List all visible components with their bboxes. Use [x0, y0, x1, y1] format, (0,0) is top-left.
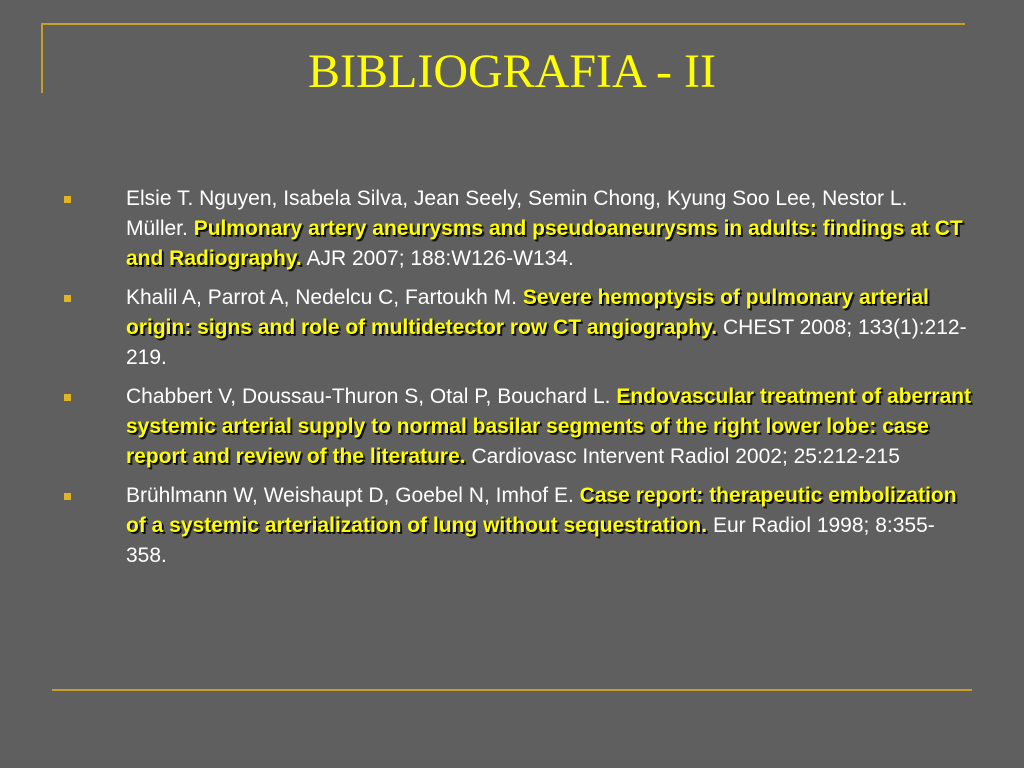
slide-title: BIBLIOGRAFIA - II: [308, 45, 716, 98]
reference-citation: Eur Radiol 1998; 8:355-358.: [126, 514, 935, 567]
reference-authors: Khalil A, Parrot A, Nedelcu C, Fartoukh M.: [126, 286, 518, 309]
bullet-square-icon: [64, 196, 71, 203]
footer-rule: [52, 689, 972, 691]
reference-authors: Brühlmann W, Weishaupt D, Goebel N, Imhof E.: [126, 484, 574, 507]
bullet-square-icon: [64, 295, 71, 302]
bibliography-item: [62, 283, 972, 373]
bibliography-list: [62, 184, 972, 580]
title-frame-top-rule: [41, 23, 965, 25]
bullet-square-icon: [64, 394, 71, 401]
reference-title: Severe hemoptysis of pulmonary arterial origin: signs and role of multidetector row CT angiography.: [126, 286, 930, 339]
reference-citation: Cardiovasc Intervent Radiol 2002; 25:212-215: [471, 445, 900, 468]
reference-citation: CHEST 2008; 133(1):212-219.: [126, 316, 967, 369]
reference-title: Endovascular treatment of aberrant systemic arterial supply to normal basilar segments of the right lower lobe: case report and review of the literature.: [126, 385, 972, 468]
reference-authors: Elsie T. Nguyen, Isabela Silva, Jean Seely, Semin Chong, Kyung Soo Lee, Nestor L. Müller.: [126, 187, 908, 240]
reference-title: Case report: therapeutic embolization of a systemic arterialization of lung without sequestration.: [126, 484, 957, 537]
bibliography-item: [62, 382, 972, 472]
bibliography-item: [62, 184, 972, 274]
reference-authors: Chabbert V, Doussau-Thuron S, Otal P, Bouchard L.: [126, 385, 611, 408]
bullet-square-icon: [64, 493, 71, 500]
reference-citation: AJR 2007; 188:W126-W134.: [306, 247, 574, 270]
bibliography-item: [62, 481, 972, 571]
reference-title: Pulmonary artery aneurysms and pseudoaneurysms in adults: findings at CT and Radiography.: [126, 217, 963, 270]
